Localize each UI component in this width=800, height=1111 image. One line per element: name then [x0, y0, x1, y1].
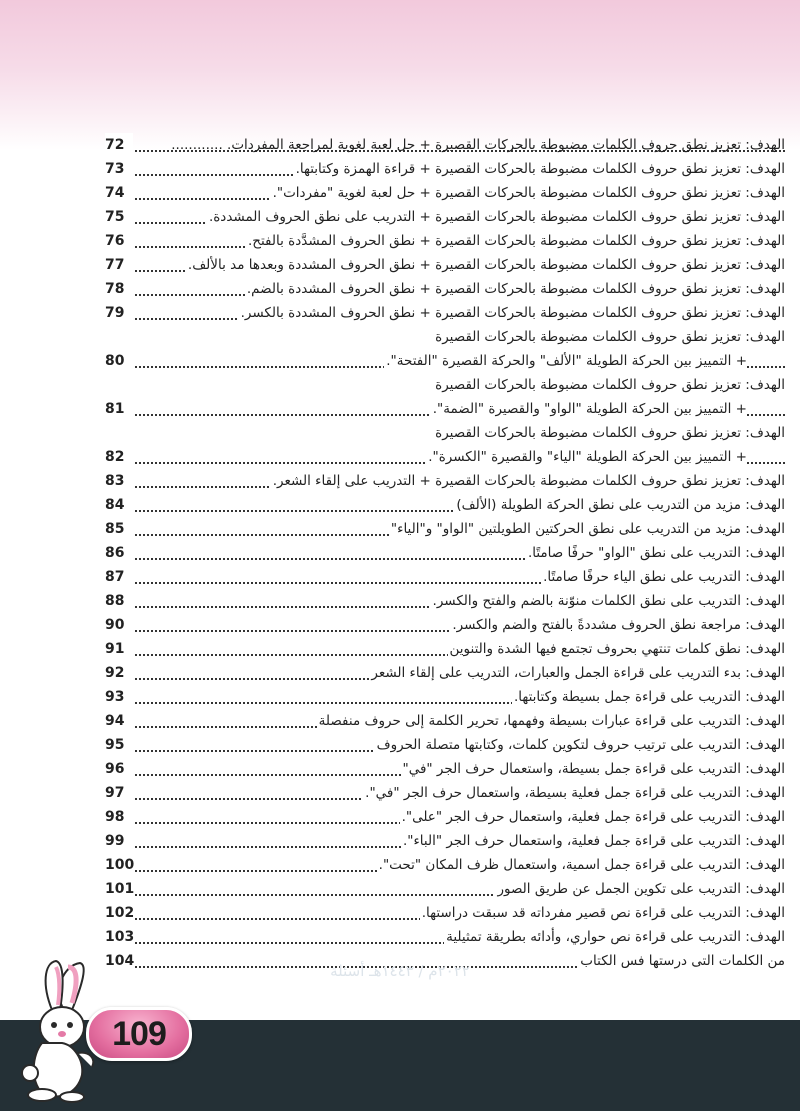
toc-line: [105, 469, 785, 493]
toc-entry: [105, 469, 785, 493]
toc-entry-text: + التمييز بين الحركة الطويلة "الواو" والقصيرة "الضمة".: [431, 397, 747, 421]
toc-entry-text: الهدف: التدريب على قراءة جمل فعلية، واستعمال حرف الجر "على".: [400, 805, 785, 829]
toc-page-number: 91: [105, 637, 133, 661]
toc-entry-text: + التمييز بين الحركة الطويلة "الياء" والقصيرة "الكسرة".: [426, 445, 747, 469]
toc-entry-text: الهدف: التدريب على نطق الياء حرفًا صامتًا.: [541, 565, 785, 589]
toc-entry-text: الهدف: تعزيز نطق حروف الكلمات مضبوطة بالحركات القصيرة: [433, 421, 785, 445]
toc-line: [105, 589, 785, 613]
toc-entry-text: الهدف: تعزيز نطق حروف الكلمات مضبوطة بالحركات القصيرة + قراءة الهمزة وكتابتها.: [294, 157, 785, 181]
toc-line: [105, 157, 785, 181]
toc-line: [105, 397, 785, 421]
toc-entry: [105, 877, 785, 901]
toc-page-number: 84: [105, 493, 133, 517]
toc-page-number: 98: [105, 805, 133, 829]
toc-line: [105, 445, 785, 469]
toc-entry: [105, 229, 785, 253]
toc-entry-text: + التمييز بين الحركة الطويلة "الألف" والحركة القصيرة "الفتحة".: [384, 349, 747, 373]
toc-entry: [105, 757, 785, 781]
toc-entry: [105, 709, 785, 733]
toc-line: [105, 901, 785, 925]
toc-line: [105, 661, 785, 685]
toc-entry-text: الهدف: تعزيز نطق حروف الكلمات مضبوطة بالحركات القصيرة: [433, 325, 785, 349]
toc-line: [105, 349, 785, 373]
toc-line: [105, 133, 785, 157]
toc-entry-text: الهدف: مراجعة نطق الحروف مشددةً بالفتح والضم والكسر.: [450, 613, 785, 637]
toc-page-number: 81: [105, 397, 133, 421]
toc-entry: [105, 517, 785, 541]
watermark-text: ٢٠٢٢م / ١٤٤٣هـ أسئلة: [330, 962, 470, 980]
toc-entry-text: الهدف: التدريب على قراءة جمل بسيطة وكتابتها.: [512, 685, 785, 709]
toc-entry: [105, 157, 785, 181]
toc-entry: [105, 421, 785, 469]
toc-entry: [105, 277, 785, 301]
toc-entry-text: الهدف: التدريب على نطق الكلمات منوّنة بالضم والفتح والكسر.: [431, 589, 785, 613]
toc-line: [105, 925, 785, 949]
toc-entry-text: الهدف: التدريب على قراءة نص حواري، وأدائه بطريقة تمثيلية: [444, 925, 785, 949]
toc-page-number: 75: [105, 205, 133, 229]
toc-line: [105, 301, 785, 325]
toc-line: [105, 853, 785, 877]
toc-line: [105, 253, 785, 277]
toc-line: [105, 373, 785, 397]
toc-entry: [105, 325, 785, 373]
toc-entry: [105, 853, 785, 877]
toc-entry: [105, 685, 785, 709]
toc-line: [105, 877, 785, 901]
toc-entry-text: الهدف: تعزيز نطق حروف الكلمات مضبوطة بالحركات القصيرة + نطق الحروف المشدَّدة بالفتح.: [246, 229, 785, 253]
toc-entry: [105, 205, 785, 229]
toc-page-number: 85: [105, 517, 133, 541]
toc-page-number: 79: [105, 301, 133, 325]
toc-entry-text: الهدف: التدريب على تكوين الجمل عن طريق الصور: [495, 877, 785, 901]
toc-entry-text: الهدف: مزيد من التدريب على نطق الحركة الطويلة (الألف): [454, 493, 785, 517]
toc-entry-text: الهدف: تعزيز نطق حروف الكلمات مضبوطة بالحركات القصيرة + حل لعبة لغوية "مفردات".: [271, 181, 785, 205]
toc-page-number: 72: [105, 133, 133, 157]
toc-line: [105, 541, 785, 565]
toc-page-number: 83: [105, 469, 133, 493]
toc-entry-text: من الكلمات التى درستها فس الكتاب: [578, 949, 785, 973]
toc-line: [105, 565, 785, 589]
toc-page-number: 92: [105, 661, 133, 685]
toc-page-number: 88: [105, 589, 133, 613]
toc-page-number: 99: [105, 829, 133, 853]
toc-entry-text: الهدف: التدريب على قراءة جمل بسيطة، واستعمال حرف الجر "في": [401, 757, 786, 781]
toc-page-number: 100: [105, 853, 133, 877]
toc-page-number: 93: [105, 685, 133, 709]
toc-entry-text: الهدف: التدريب على نطق "الواو" حرفًا صامتًا.: [526, 541, 785, 565]
toc-page-number: 102: [105, 901, 133, 925]
toc-entry-text: الهدف: تعزيز نطق حروف الكلمات مضبوطة بالحركات القصيرة + نطق الحروف المشددة بالضم.: [245, 277, 785, 301]
toc-entry: [105, 133, 785, 157]
toc-page-number: 80: [105, 349, 133, 373]
toc-entry-text: الهدف: تعزيز نطق حروف الكلمات مضبوطة بالحركات القصيرة + التدريب على إلقاء الشعر.: [271, 469, 785, 493]
toc-line: [105, 757, 785, 781]
toc-page-number: 95: [105, 733, 133, 757]
toc-line: [105, 829, 785, 853]
toc-entry: [105, 805, 785, 829]
toc-page-number: 77: [105, 253, 133, 277]
toc-line: [105, 325, 785, 349]
toc-line: [105, 805, 785, 829]
toc-line: [105, 685, 785, 709]
toc-entry-text: الهدف: تعزيز نطق حروف الكلمات مضبوطة بالحركات القصيرة + حل لعبة لغوية لمراجعة المفردات. ............: [171, 137, 785, 153]
page-number-badge: [86, 1007, 192, 1061]
toc-entry: [105, 901, 785, 925]
toc-line: [105, 421, 785, 445]
toc-page-number: 78: [105, 277, 133, 301]
toc-entry: [105, 781, 785, 805]
toc-line: [105, 613, 785, 637]
toc-page-number: 82: [105, 445, 133, 469]
toc-entry-text: الهدف: التدريب على قراءة نص قصير مفرداته قد سبقت دراستها.: [420, 901, 785, 925]
toc-page-number: 104: [105, 949, 133, 973]
toc-entry: [105, 541, 785, 565]
toc-entry-text: الهدف: التدريب على قراءة عبارات بسيطة وفهمها، تحرير الكلمة إلى حروف منفصلة: [317, 709, 785, 733]
toc-entry: [105, 637, 785, 661]
toc-entry-text: الهدف: تعزيز نطق حروف الكلمات مضبوطة بالحركات القصيرة + نطق الحروف المشددة بالكسر.: [239, 301, 785, 325]
toc-entry: [105, 613, 785, 637]
toc-line: [105, 517, 785, 541]
toc-entry-text: الهدف: التدريب على ترتيب حروف لتكوين كلمات، وكتابتها متصلة الحروف: [375, 733, 785, 757]
toc-page-number: 87: [105, 565, 133, 589]
toc-entry-text: الهدف: بدء التدريب على قراءة الجمل والعبارات، التدريب على إلقاء الشعر: [369, 661, 785, 685]
toc-entry-text: الهدف: التدريب على قراءة جمل فعلية بسيطة، واستعمال حرف الجر "في".: [363, 781, 785, 805]
toc-entry-text: الهدف: التدريب على قراءة جمل فعلية، واستعمال حرف الجر "الباء".: [401, 829, 785, 853]
toc-entry-text: الهدف: تعزيز نطق حروف الكلمات مضبوطة بالحركات القصيرة: [433, 373, 785, 397]
toc-entry-text: الهدف: نطق كلمات تنتهي بحروف تجتمع فيها الشدة والتنوين: [448, 637, 785, 661]
toc-line: [105, 637, 785, 661]
toc-entry: [105, 925, 785, 949]
toc-line: [105, 493, 785, 517]
toc-page-number: 73: [105, 157, 133, 181]
toc-line: [105, 181, 785, 205]
toc-entry-text: الهدف: مزيد من التدريب على نطق الحركتين الطويلتين "الواو" و"الياء": [389, 517, 785, 541]
toc-page-number: 86: [105, 541, 133, 565]
toc-entry: [105, 181, 785, 205]
toc-page-number: 101: [105, 877, 133, 901]
table-of-contents: [105, 133, 785, 973]
page-number: 109: [112, 1014, 166, 1053]
toc-entry: [105, 373, 785, 421]
toc-entry-text: الهدف: تعزيز نطق حروف الكلمات مضبوطة بالحركات القصيرة + التدريب على نطق الحروف المشددة.: [207, 205, 785, 229]
toc-line: [105, 229, 785, 253]
toc-line: [105, 277, 785, 301]
toc-line: [105, 733, 785, 757]
toc-entry-text: الهدف: تعزيز نطق حروف الكلمات مضبوطة بالحركات القصيرة + نطق الحروف المشددة وبعدها مد بالألف.: [186, 253, 785, 277]
toc-entry: [105, 493, 785, 517]
toc-page-number: 76: [105, 229, 133, 253]
toc-entry: [105, 301, 785, 325]
toc-page-number: 74: [105, 181, 133, 205]
toc-entry: [105, 829, 785, 853]
toc-line: [105, 781, 785, 805]
toc-entry: [105, 589, 785, 613]
toc-line: [105, 709, 785, 733]
toc-entry: [105, 565, 785, 589]
toc-entry: [105, 253, 785, 277]
toc-page-number: 96: [105, 757, 133, 781]
toc-entry: [105, 661, 785, 685]
toc-page-number: 94: [105, 709, 133, 733]
toc-page-number: 90: [105, 613, 133, 637]
toc-entry: [105, 733, 785, 757]
toc-page-number: 103: [105, 925, 133, 949]
header-gradient-band: [0, 0, 800, 150]
toc-entry-text: الهدف: التدريب على قراءة جمل اسمية، واستعمال ظرف المكان "تحت".: [377, 853, 785, 877]
toc-line: [105, 205, 785, 229]
toc-page-number: 97: [105, 781, 133, 805]
